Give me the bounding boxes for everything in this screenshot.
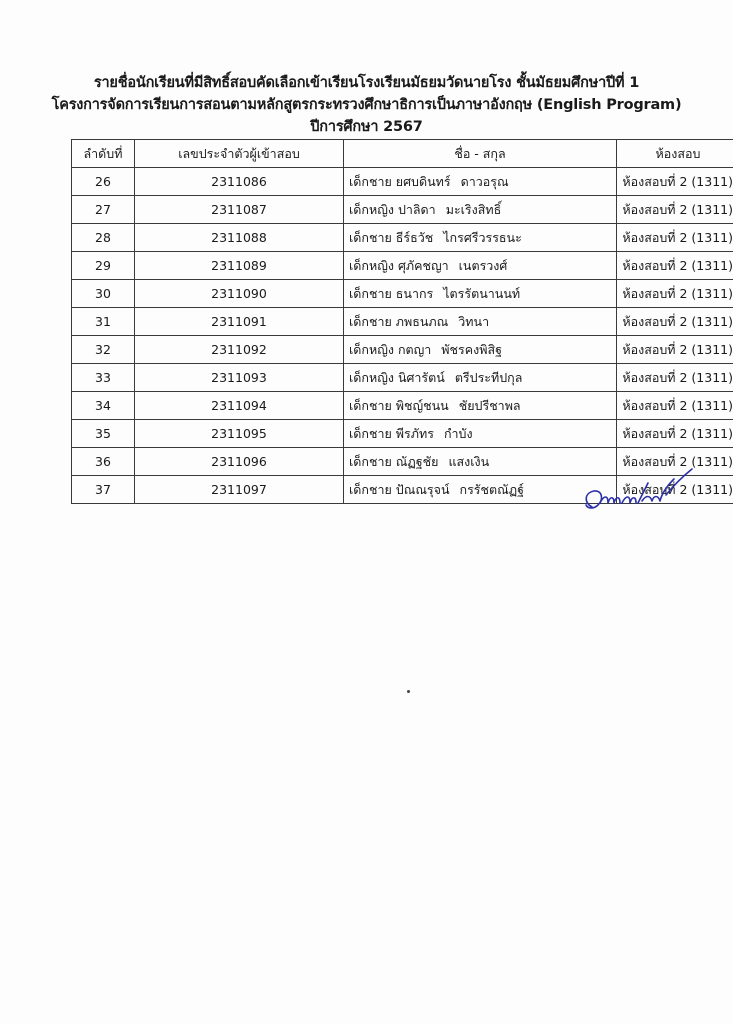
name-prefix: เด็กหญิง xyxy=(349,257,394,273)
row-exam-room: ห้องสอบที่ 2 (1311) xyxy=(617,336,733,364)
row-order-number: 26 xyxy=(72,168,135,196)
student-roster-table xyxy=(71,139,733,504)
row-order-number: 35 xyxy=(72,420,135,448)
name-prefix: เด็กหญิง xyxy=(349,369,394,385)
row-exam-id: 2311096 xyxy=(135,448,344,476)
row-exam-id: 2311088 xyxy=(135,224,344,252)
header-program: โครงการจัดการเรียนการสอนตามหลักสูตรกระทรวงศึกษาธิการเป็นภาษาอังกฤษ (English Program) xyxy=(51,97,682,113)
row-exam-room: ห้องสอบที่ 2 (1311) xyxy=(617,308,733,336)
row-exam-id: 2311087 xyxy=(135,196,344,224)
row-full-name xyxy=(344,420,617,448)
signature-image xyxy=(570,455,700,525)
row-exam-id: 2311092 xyxy=(135,336,344,364)
row-exam-room: ห้องสอบที่ 2 (1311) xyxy=(617,280,733,308)
row-exam-id: 2311094 xyxy=(135,392,344,420)
first-name: ปาลิดา xyxy=(397,201,436,217)
name-prefix: เด็กชาย xyxy=(349,481,392,497)
row-full-name xyxy=(344,308,617,336)
last-name: ตรีประทีปกุล xyxy=(454,369,523,385)
last-name: ดาวอรุณ xyxy=(460,173,509,189)
column-header-exam-room: ห้องสอบ xyxy=(617,140,733,168)
last-name: กรรัชตณัฏฐ์ xyxy=(459,481,524,497)
table-row xyxy=(72,392,733,420)
row-exam-room: ห้องสอบที่ 2 (1311) xyxy=(617,224,733,252)
first-name: นิศารัตน์ xyxy=(397,369,445,385)
row-full-name xyxy=(344,364,617,392)
first-name: ณัฏฐชัย xyxy=(395,453,439,469)
name-prefix: เด็กชาย xyxy=(349,173,392,189)
table-row xyxy=(72,336,733,364)
first-name: ภพธนภณ xyxy=(395,313,449,329)
name-prefix: เด็กชาย xyxy=(349,313,392,329)
first-name: ธนากร xyxy=(395,285,434,301)
first-name: ธีร์ธวัช xyxy=(395,229,434,245)
name-prefix: เด็กหญิง xyxy=(349,341,394,357)
name-prefix: เด็กหญิง xyxy=(349,201,394,217)
name-prefix: เด็กชาย xyxy=(349,285,392,301)
row-order-number: 28 xyxy=(72,224,135,252)
table-row xyxy=(72,420,733,448)
last-name: มะเริงสิทธิ์ xyxy=(445,201,502,217)
row-full-name xyxy=(344,392,617,420)
last-name: ไตรรัตนานนท์ xyxy=(443,285,521,301)
row-exam-room: ห้องสอบที่ 2 (1311) xyxy=(617,392,733,420)
row-order-number: 36 xyxy=(72,448,135,476)
row-exam-id: 2311095 xyxy=(135,420,344,448)
table-row xyxy=(72,168,733,196)
row-full-name xyxy=(344,168,617,196)
first-name: พิชญ์ชนน xyxy=(395,397,449,413)
row-order-number: 27 xyxy=(72,196,135,224)
row-exam-room: ห้องสอบที่ 2 (1311) xyxy=(617,252,733,280)
row-full-name xyxy=(344,224,617,252)
column-header-full-name: ชื่อ - สกุล xyxy=(344,140,617,168)
first-name: ศุภัคชญา xyxy=(397,257,449,273)
row-order-number: 32 xyxy=(72,336,135,364)
table-header-row xyxy=(72,140,733,168)
first-name: ยศบดินทร์ xyxy=(395,173,451,189)
name-prefix: เด็กชาย xyxy=(349,229,392,245)
row-full-name xyxy=(344,280,617,308)
table-row xyxy=(72,308,733,336)
row-exam-room: ห้องสอบที่ 2 (1311) xyxy=(617,168,733,196)
row-order-number: 34 xyxy=(72,392,135,420)
table-row xyxy=(72,252,733,280)
row-exam-room: ห้องสอบที่ 2 (1311) xyxy=(617,196,733,224)
column-header-order: ลำดับที่ xyxy=(72,140,135,168)
row-exam-room: ห้องสอบที่ 2 (1311) xyxy=(617,364,733,392)
last-name: ไกรศรีวรรธนะ xyxy=(443,229,522,245)
last-name: แสงเงิน xyxy=(448,453,490,469)
row-exam-id: 2311086 xyxy=(135,168,344,196)
column-header-exam-id: เลขประจำตัวผู้เข้าสอบ xyxy=(135,140,344,168)
row-full-name xyxy=(344,336,617,364)
row-order-number: 31 xyxy=(72,308,135,336)
last-name: กำบัง xyxy=(443,425,473,441)
table-row xyxy=(72,280,733,308)
row-full-name xyxy=(344,252,617,280)
table-row xyxy=(72,196,733,224)
row-exam-id: 2311089 xyxy=(135,252,344,280)
name-prefix: เด็กชาย xyxy=(349,397,392,413)
row-exam-id: 2311093 xyxy=(135,364,344,392)
row-exam-id: 2311090 xyxy=(135,280,344,308)
row-order-number: 30 xyxy=(72,280,135,308)
first-name: กตญา xyxy=(397,341,432,357)
first-name: ปัณณรุจน์ xyxy=(395,481,450,497)
row-order-number: 29 xyxy=(72,252,135,280)
row-order-number: 33 xyxy=(72,364,135,392)
name-prefix: เด็กชาย xyxy=(349,453,392,469)
first-name: พีรภัทร xyxy=(395,425,434,441)
document-header xyxy=(0,72,733,138)
table-row xyxy=(72,224,733,252)
last-name: ชัยปรีชาพล xyxy=(458,397,521,413)
row-exam-id: 2311097 xyxy=(135,476,344,504)
last-name: วิทนา xyxy=(458,313,490,329)
row-exam-id: 2311091 xyxy=(135,308,344,336)
row-exam-room: ห้องสอบที่ 2 (1311) xyxy=(617,476,733,504)
table-row xyxy=(72,364,733,392)
row-full-name xyxy=(344,196,617,224)
name-prefix: เด็กชาย xyxy=(349,425,392,441)
row-order-number: 37 xyxy=(72,476,135,504)
last-name: เนตรวงศ์ xyxy=(458,257,508,273)
last-name: พัชรคงพิสิฐ xyxy=(441,341,502,357)
roster-body xyxy=(72,168,733,504)
row-exam-room: ห้องสอบที่ 2 (1311) xyxy=(617,420,733,448)
scan-speck xyxy=(407,690,410,693)
header-academic-year: ปีการศึกษา 2567 xyxy=(310,119,423,135)
row-exam-room: ห้องสอบที่ 2 (1311) xyxy=(617,448,733,476)
header-title: รายชื่อนักเรียนที่มีสิทธิ์สอบคัดเลือกเข้าเรียนโรงเรียนมัธยมวัดนายโรง ชั้นมัธยมศึกษาปีที่ 1 xyxy=(93,75,640,91)
